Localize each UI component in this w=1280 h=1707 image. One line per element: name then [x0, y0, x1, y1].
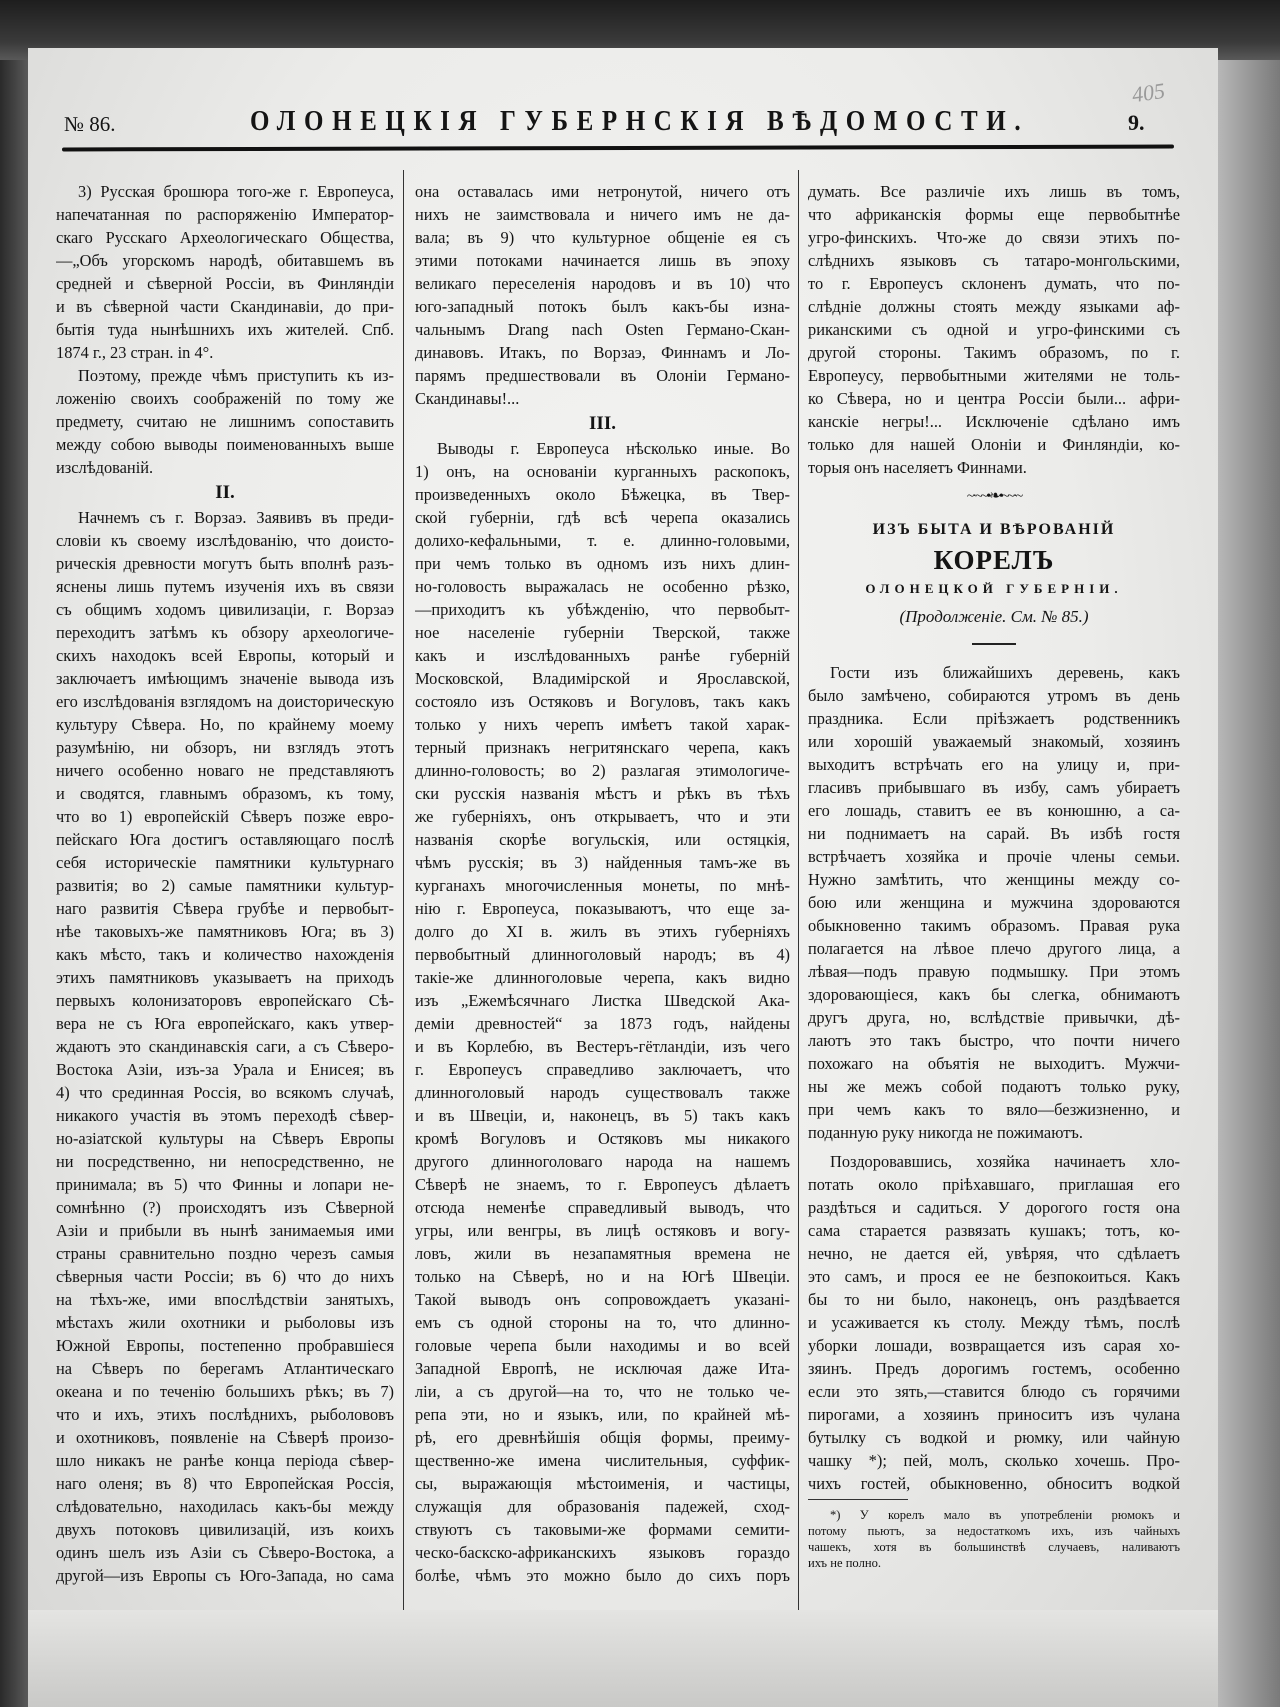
text-line: чѣмъ русскія; въ 3) найденныя тамъ-же въ: [415, 853, 790, 872]
text-line: раздѣться и садиться. У дорогого гостя она: [808, 1198, 1180, 1217]
text-line: названія скорѣе вогульскія, или остяцкія,: [415, 830, 790, 849]
text-line: его лошадь, ставитъ ее въ конюшню, а са-: [808, 801, 1180, 820]
text-line: репа эти, но и языкъ, или, по крайней мѣ-: [415, 1405, 790, 1424]
text-line: похожаго на объятія не выходитъ. Мужчи-: [808, 1054, 1180, 1073]
text-line: терный признакъ негритянскаго черепа, какъ: [415, 738, 790, 757]
text-line: Такой выводъ онъ сопровождаетъ указані-: [415, 1290, 790, 1309]
article-continuation-note: (Продолженіе. См. № 85.): [899, 607, 1089, 626]
section-heading: II.: [215, 482, 235, 503]
text-line: гласивъ прибывшаго въ избу, самъ убираетъ: [808, 778, 1180, 797]
text-line: изъ „Ежемѣсячнаго Листка Шведской Ака-: [415, 991, 790, 1010]
text-line: состояло изъ Остяковъ и Вогуловъ, такъ какъ: [415, 692, 790, 711]
text-line: Востока Азіи, изъ-за Урала и Енисея; въ: [56, 1060, 394, 1079]
text-line: рическія древности могутъ быть вполнѣ разъ-: [56, 554, 394, 573]
text-line: долихо-кефальными, т. е. длинно-головыми,: [415, 531, 790, 550]
text-line: ловъ, жили въ незапамятныя времена не: [415, 1244, 790, 1263]
text-line: лаютъ это такъ быстро, что почти ничего: [808, 1031, 1180, 1050]
text-line: сѣверныя части Россіи; въ 6) что до нихъ: [56, 1267, 394, 1286]
text-line: бутылку съ водкой и рюмку, или чайную: [808, 1428, 1180, 1447]
text-line: и охотниковъ, появленіе на Сѣверѣ произо-: [56, 1428, 394, 1447]
text-line: что африканскія формы еще первобытнѣе: [808, 205, 1180, 224]
text-line: это самъ, и прося ее не безпокоиться. Какъ: [808, 1267, 1180, 1286]
text-line: длинноголовый народъ существовалъ также: [415, 1083, 790, 1102]
text-line: болѣе, чѣмъ это можно было до сихъ поръ: [415, 1566, 790, 1585]
column-separator: [403, 170, 404, 1610]
text-line: средней и сѣверной Россіи, въ Финляндіи: [56, 274, 394, 293]
text-line: только для нашей Олоніи и Финляндіи, ко-: [808, 435, 1180, 454]
article-title-line-1: ИЗЪ БЫТА И ВѢРОВАНІЙ: [872, 521, 1116, 538]
scan-right-edge: [1212, 60, 1280, 1707]
footnote-line: чашекъ, хотя въ большинствѣ случаевъ, наливаютъ: [808, 1540, 1180, 1554]
text-line: пейскаго Юга достигъ оставляющаго послѣ: [56, 830, 394, 849]
text-line: ческо-баскско-африканскихъ языковъ гораздо: [415, 1543, 790, 1562]
text-line: на Сѣверъ по берегамъ Атлантическаго: [56, 1359, 394, 1378]
text-line: какъ и изслѣдованныхъ ранѣе губерній: [415, 646, 790, 665]
text-line: ни посредственно, ни непосредственно, не: [56, 1152, 394, 1171]
text-line: Западной Европѣ, не исключая даже Ита-: [415, 1359, 790, 1378]
text-line: нію г. Европеуса, показываютъ, что еще за-: [415, 899, 790, 918]
text-line: Сѣверѣ не знаемъ, то г. Европеусъ дѣлаетъ: [415, 1175, 790, 1194]
text-line: ски русскія названія мѣстъ и рѣкъ въ тѣхъ: [415, 784, 790, 803]
text-line: Нужно замѣтить, что женщины между со-: [808, 870, 1180, 889]
text-line: сы, выражающія мѣстоименія, и частицы,: [415, 1474, 790, 1493]
text-line: 1874 г., 23 стран. in 4°.: [56, 343, 214, 362]
handwritten-archive-number: 405: [1130, 77, 1167, 108]
text-line: Южной Европы, постепенно пробравшіеся: [56, 1336, 394, 1355]
text-line: ждаютъ это скандинавскія саги, а съ Сѣверо-: [56, 1037, 394, 1056]
text-line: угро-финскихъ. Что-же до связи этихъ по-: [808, 228, 1180, 247]
text-line: Гости изъ ближайшихъ деревень, какъ: [830, 663, 1180, 682]
text-line: слѣдніе должны стоять между языками аф-: [808, 297, 1180, 316]
text-line: думать. Все различіе ихъ лишь въ томъ,: [808, 182, 1180, 201]
text-line: служащія для образованія падежей, сход-: [415, 1497, 790, 1516]
text-line: только у нихъ черепъ имѣетъ такой харак-: [415, 715, 790, 734]
text-line: встрѣчаетъ хозяйка и прочіе члены семьи.: [808, 847, 1180, 866]
text-line: если это зять,—ставится блюдо съ горячими: [808, 1382, 1180, 1401]
short-rule: [808, 631, 1180, 661]
text-line: ное населеніе губерніи Тверской, также: [415, 623, 790, 642]
text-line: разумѣнію, ни обзоръ, ни взглядъ этотъ: [56, 738, 394, 757]
text-line: обыкновенно такимъ образомъ. Правая рука: [808, 916, 1180, 935]
page-number: 9.: [1128, 110, 1145, 135]
text-line: бы то ни было, наконецъ, онъ раздѣвается: [808, 1290, 1180, 1309]
text-line: Азіи и прибыли въ нынѣ занимаемыя ими: [56, 1221, 394, 1240]
text-line: бою или женщина и мужчина здороваются: [808, 893, 1180, 912]
section-heading: III.: [589, 413, 616, 434]
text-line: чихъ гостей, обыкновенно, обноситъ водкой: [808, 1474, 1180, 1493]
text-line: что и ихъ, этихъ послѣднихъ, рыболововъ: [56, 1405, 394, 1424]
text-line: чашку *); пей, молъ, сколько хочешь. Про-: [808, 1451, 1180, 1470]
text-line: и въ Корлебю, въ Вестеръ-гётландіи, изъ чего: [415, 1037, 790, 1056]
text-line: ской губерніи, гдѣ всѣ черепа оказались: [415, 508, 790, 527]
text-line: напечатанная по распоряженію Император-: [56, 205, 394, 224]
text-line: слѣднихъ языковъ съ татаро-монгольскими,: [808, 251, 1180, 270]
text-line: страны сравнительно поздно черезъ самыя: [56, 1244, 394, 1263]
text-line: риканскими съ одной и угро-финскими съ: [808, 320, 1180, 339]
column-3: [808, 180, 1180, 1571]
text-line: яснены лишь путемъ изученія ихъ въ связи: [56, 577, 394, 596]
text-line: выходитъ встрѣчать его на улицу и, при-: [808, 755, 1180, 774]
ornament-divider: ~·~~•❧•~~·~: [966, 489, 1022, 504]
text-line: и усаживается къ столу. Между тѣмъ, послѣ: [808, 1313, 1180, 1332]
text-line: только на Сѣверѣ, но и на Югѣ Швеціи.: [415, 1267, 790, 1286]
text-line: никакого участія въ этомъ переходѣ сѣвер-: [56, 1106, 394, 1125]
text-line: Начнемъ съ г. Ворзаэ. Заявивъ въ преди-: [78, 508, 394, 527]
text-line: сама старается развязать кушакъ; тотъ, ко-: [808, 1221, 1180, 1240]
text-line: и въ Швеціи, и, наконецъ, въ 5) такъ какъ: [415, 1106, 790, 1125]
text-line: другъ друга, но, вслѣдствіе привычки, дѣ-: [808, 1008, 1180, 1027]
page-bottom-margin: [28, 1610, 1218, 1707]
text-line: было замѣчено, собираются утромъ въ день: [808, 686, 1180, 705]
text-line: юго-западный потокъ былъ какъ-бы изна-: [415, 297, 790, 316]
text-line: она оставалась ими нетронутой, ничего отъ: [415, 182, 790, 201]
footnote-line: потому пьютъ, за недостаткомъ ихъ, изъ чайныхъ: [808, 1524, 1180, 1538]
text-line: вера не съ Юга европейскаго, какъ утвер-: [56, 1014, 394, 1033]
column-separator: [798, 170, 799, 1610]
issue-number: № 86.: [64, 112, 116, 136]
text-line: зяинъ. Предъ дорогимъ гостемъ, особенно: [808, 1359, 1180, 1378]
text-line: нѣе таковыхъ-же памятниковъ Юга; въ 3): [56, 922, 394, 941]
text-line: и сводятся, главнымъ образомъ, къ тому,: [56, 784, 394, 803]
text-line: культуру Сѣвера. Но, по крайнему моему: [56, 715, 394, 734]
text-line: другого длинноголоваго народа на нашемъ: [415, 1152, 790, 1171]
text-line: но-головость выражалась не особенно рѣзко,: [415, 577, 790, 596]
text-line: —„Объ угорскомъ народѣ, обитавшемъ въ: [56, 251, 394, 270]
text-line: парямъ предшествовали въ Олоніи Германо-: [415, 366, 790, 385]
article-title-line-3: ОЛОНЕЦКОЙ ГУБЕРНІИ.: [865, 581, 1123, 596]
text-line: при чемъ какъ то вяло—безжизненно, и: [808, 1100, 1180, 1119]
text-line: емъ съ одной стороны на то, что длинно-: [415, 1313, 790, 1332]
text-line: канскіе негры!... Исключеніе сдѣлано имъ: [808, 412, 1180, 431]
text-line: и въ сѣверной части Скандинавіи, до при-: [56, 297, 394, 316]
text-line: скаго Русскаго Археологическаго Общества,: [56, 228, 394, 247]
text-line: кромѣ Вогуловъ и Остяковъ мы никакого: [415, 1129, 790, 1148]
text-line: угры, или венгры, въ лицѣ остяковъ и вогу-: [415, 1221, 790, 1240]
text-line: между собою выводы поименованныхъ выше: [56, 435, 394, 454]
text-line: двухъ потоковъ цивилизацій, изъ коихъ: [56, 1520, 394, 1539]
text-line: ствуютъ съ таковыми-же формами семити-: [415, 1520, 790, 1539]
text-line: динавовъ. Итакъ, по Ворзаэ, Финнамъ и Ло-: [415, 343, 790, 362]
text-line: при чемъ только въ одномъ изъ нихъ длин-: [415, 554, 790, 573]
text-line: нихъ не заимствовала и ничего имъ не да-: [415, 205, 790, 224]
text-line: курганахъ многочисленныя монеты, по мнѣ-: [415, 876, 790, 895]
text-line: щественно-же имена числительныя, суффик-: [415, 1451, 790, 1470]
column-2: [415, 180, 790, 1587]
text-line: одинъ шелъ изъ Азіи съ Сѣверо-Востока, а: [56, 1543, 394, 1562]
text-line: шло никакъ не ранѣе конца періода сѣвер-: [56, 1451, 394, 1470]
text-line: заключаетъ имѣющимъ значеніе вывода изъ: [56, 669, 394, 688]
text-line: на тѣхъ-же, ими впослѣдствіи занятыхъ,: [56, 1290, 394, 1309]
text-line: длинно-головость; во 2) разлагая этимологиче-: [415, 761, 790, 780]
footnote-line: *) У корелъ мало въ употребленіи рюмокъ и: [830, 1508, 1180, 1522]
text-line: бытія туда нынѣшнихъ ихъ жителей. Спб.: [56, 320, 394, 339]
text-line: океана и по теченію большихъ рѣкъ; въ 7): [56, 1382, 394, 1401]
text-line: —приходитъ къ убѣжденію, что первобыт-: [415, 600, 790, 619]
text-line: этихъ памятниковъ указываетъ на приходъ: [56, 968, 394, 987]
text-line: наго развитія Сѣвера грубѣе и первобыт-: [56, 899, 394, 918]
text-line: первобытный длинноголовый народъ; въ 4): [415, 945, 790, 964]
column-1: [56, 180, 394, 1587]
text-line: но-азіатской культуры на Сѣверъ Европы: [56, 1129, 394, 1148]
text-line: головые черепа были находимы и во всей: [415, 1336, 790, 1355]
text-line: 3) Русская брошюра того-же г. Европеуса,: [78, 182, 394, 201]
text-line: нечно, не дается ей, увѣряя, что сдѣлаетъ: [808, 1244, 1180, 1263]
text-line: полагается на лѣвое плечо другого лица, а: [808, 939, 1180, 958]
text-line: сомнѣнно (?) происходятъ изъ Сѣверной: [56, 1198, 394, 1217]
text-line: мѣстахъ жили охотники и рыболовы изъ: [56, 1313, 394, 1332]
text-line: развитія; во 2) самые памятники культур-: [56, 876, 394, 895]
text-line: Европеусу, первобытными жителями не толь-: [808, 366, 1180, 385]
text-line: скихъ находокъ всей Европы, который и: [56, 646, 394, 665]
text-line: поданную руку никогда не пожимаютъ.: [808, 1123, 1083, 1142]
text-line: ложенію своихъ соображеній по тому же: [56, 389, 394, 408]
text-line: другой—изъ Европы съ Юго-Запада, но сама: [56, 1566, 394, 1585]
text-line: 1) онъ, на основаніи курганныхъ раскопокъ,: [415, 462, 790, 481]
text-line: же губерніяхъ, онъ открываетъ, что и эти: [415, 807, 790, 826]
footnote-line: ихъ не полно.: [808, 1556, 882, 1570]
text-line: вала; въ 9) что культурное общеніе ея съ: [415, 228, 790, 247]
text-line: деміи древностей“ за 1873 годъ, найдены: [415, 1014, 790, 1033]
text-line: что во 1) европейскій Сѣверъ позже евро-: [56, 807, 394, 826]
text-line: Московской, Владимірской и Ярославской,: [415, 669, 790, 688]
text-line: долго до XI в. жилъ въ этихъ губерніяхъ: [415, 922, 790, 941]
text-line: Поздоровавшись, хозяйка начинаетъ хло-: [830, 1152, 1180, 1171]
text-line: другой стороны. Такимъ образомъ, по г.: [808, 343, 1180, 362]
text-line: себя историческіе памятники культурнаго: [56, 853, 394, 872]
text-line: наго оленя; въ 8) что Европейская Россія,: [56, 1474, 394, 1493]
text-line: произведенныхъ около Бѣжецка, въ Твер-: [415, 485, 790, 504]
text-line: рѣ, его древнѣйшія общія формы, преиму-: [415, 1428, 790, 1447]
text-line: то г. Европеусъ склоненъ думать, что по-: [808, 274, 1180, 293]
text-line: пирогами, а хозяинъ приноситъ изъ чулана: [808, 1405, 1180, 1424]
text-line: переходитъ затѣмъ къ обзору археологиче-: [56, 623, 394, 642]
text-line: ко Сѣвера, но и центра Россіи были... афри-: [808, 389, 1180, 408]
text-line: ліи, а съ другой—на то, что не только че-: [415, 1382, 790, 1401]
text-line: уборки лошади, возвращается изъ сарая хо-: [808, 1336, 1180, 1355]
text-line: ни поднимаетъ на сарай. Въ избѣ гостя: [808, 824, 1180, 843]
text-line: изслѣдованій.: [56, 458, 154, 477]
text-line: Поэтому, прежде чѣмъ приступить къ из-: [78, 366, 394, 385]
newspaper-title: ОЛОНЕЦКІЯ ГУБЕРНСКІЯ ВѢДОМОСТИ.: [250, 105, 1030, 137]
text-line: ничего особенно новаго не представляютъ: [56, 761, 394, 780]
text-line: праздника. Если пріѣзжаетъ родственникъ: [808, 709, 1180, 728]
article-title-line-2: КОРЕЛЪ: [933, 545, 1055, 575]
text-line: съ общимъ ходомъ цивилизаціи, г. Ворзаэ: [56, 600, 394, 619]
text-line: его изслѣдованія взглядомъ на доисторическую: [56, 692, 394, 711]
text-line: словіи къ своему изслѣдованію, что доисто-: [56, 531, 394, 550]
text-line: здоровающіеся, какъ бы слегка, обнимаютъ: [808, 985, 1180, 1004]
text-line: ны же межъ собой подаютъ только руку,: [808, 1077, 1180, 1096]
text-line: лѣвая—подъ правую подмышку. При этомъ: [808, 962, 1180, 981]
text-line: великаго переселенія народовъ и въ 10) что: [415, 274, 790, 293]
text-line: предмету, считаю не лишнимъ сопоставить: [56, 412, 394, 431]
text-line: Скандинавы!...: [415, 389, 520, 408]
text-line: такіе-же длинноголовые черепа, какъ видно: [415, 968, 790, 987]
text-line: этими потоками начинается лишь въ эпоху: [415, 251, 790, 270]
text-line: какъ мѣсто, такъ и количество нахожденія: [56, 945, 394, 964]
text-line: первыхъ колонизаторовъ европейскаго Сѣ-: [56, 991, 394, 1010]
text-line: Выводы г. Европеуса нѣсколько иные. Во: [437, 439, 790, 458]
text-line: или хорошій уважаемый знакомый, хозяинъ: [808, 732, 1180, 751]
text-line: потать около пріѣхавшаго, приглашая его: [808, 1175, 1180, 1194]
text-line: отсюда неменѣе справедливый выводъ, что: [415, 1198, 790, 1217]
text-line: торыя онъ населяетъ Финнами.: [808, 458, 1027, 477]
text-line: 4) что срединная Россія, во всякомъ случаѣ,: [56, 1083, 394, 1102]
text-line: слѣдовательно, находилась какъ-бы между: [56, 1497, 394, 1516]
text-line: г. Европеусъ справедливо заключаетъ, что: [415, 1060, 790, 1079]
text-line: принимала; въ 5) что Финны и лопари не-: [56, 1175, 394, 1194]
footnote-rule: [808, 1495, 1180, 1507]
text-line: чальнымъ Drang nach Osten Германо-Скан-: [415, 320, 790, 339]
